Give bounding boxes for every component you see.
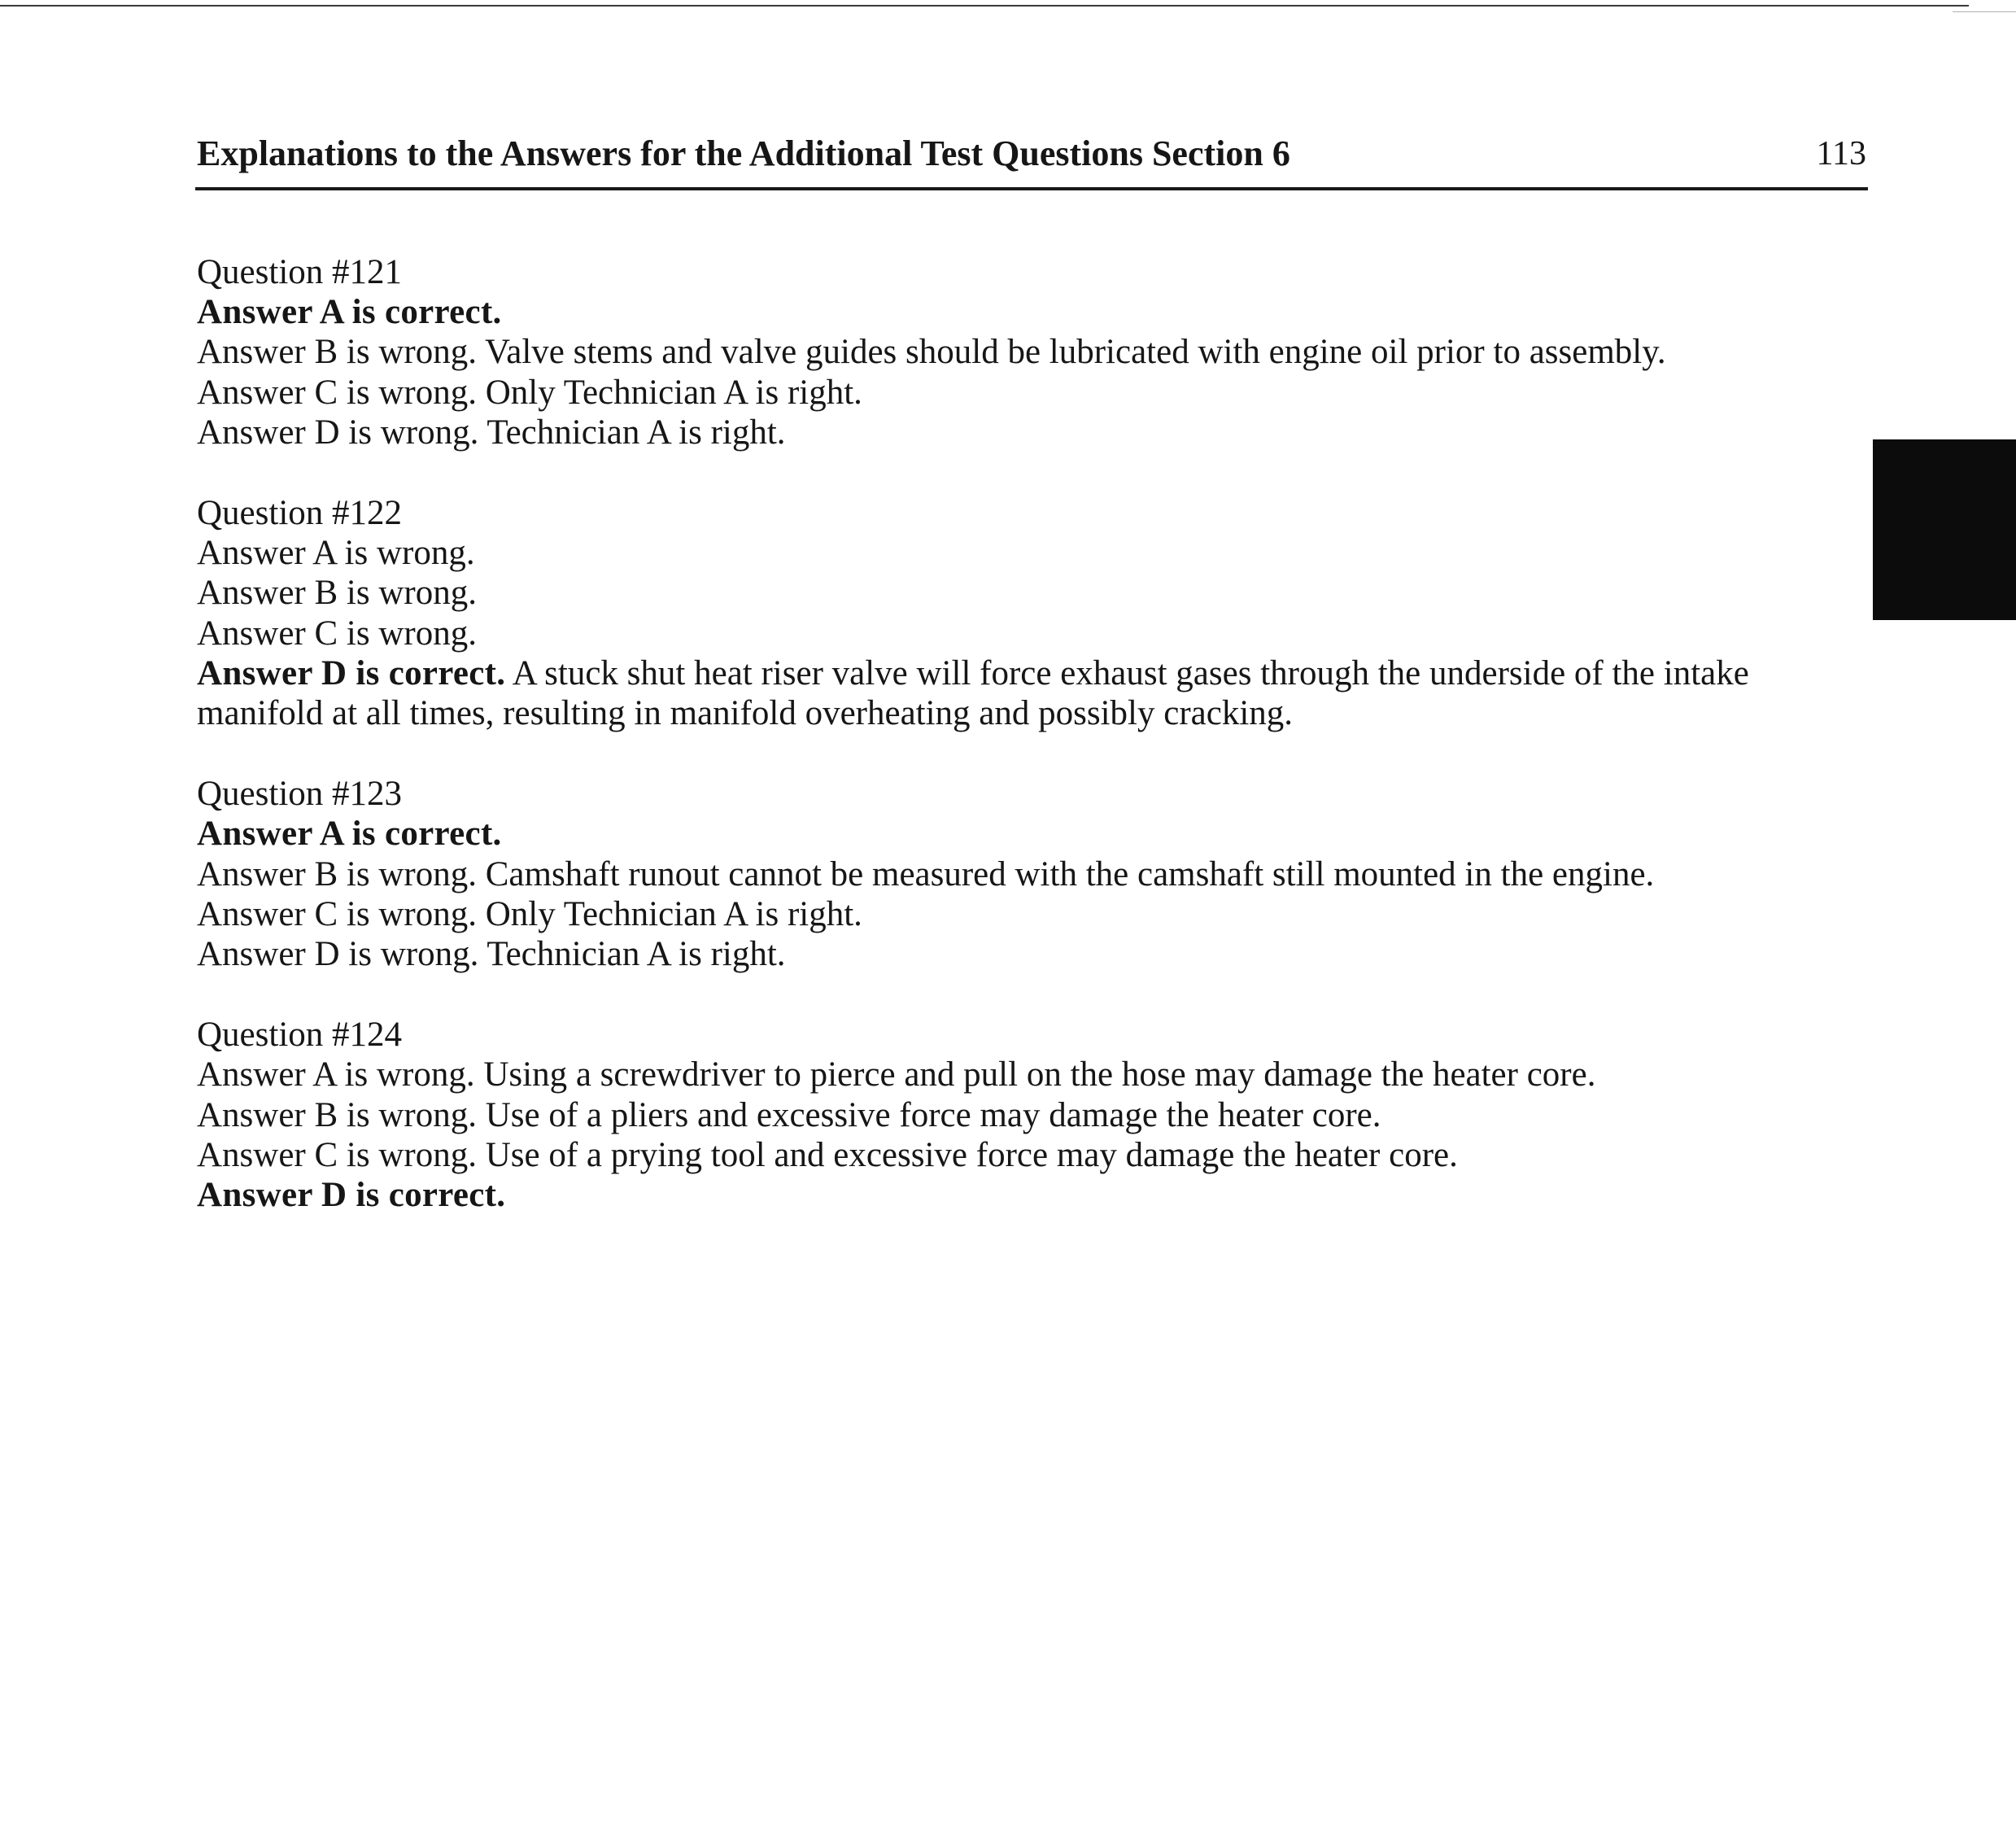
- answer-text: Answer B is wrong.: [197, 574, 477, 613]
- answer-explanations: [197, 252, 1857, 1256]
- page-header: [195, 130, 1868, 190]
- answer-line: [197, 573, 1857, 613]
- scan-edge-line-faint: [1953, 11, 2016, 12]
- answer-line: [197, 373, 1857, 413]
- answer-text: Answer C is wrong. Only Technician A is right.: [197, 373, 862, 412]
- answer-line: [197, 653, 1857, 733]
- running-head-title: Explanations to the Answers for the Additional Test Questions Section 6: [197, 133, 1290, 173]
- answer-text: Answer C is wrong. Use of a prying tool and excessive force may damage the heater core.: [197, 1135, 1458, 1174]
- answer-line: [197, 614, 1857, 653]
- answer-correct-text: Answer A is correct.: [197, 815, 502, 854]
- question-label: Question #124: [197, 1016, 403, 1055]
- question-122-block: [197, 493, 1857, 733]
- answer-line: [197, 332, 1857, 372]
- question-124-block: [197, 1015, 1857, 1215]
- section-thumb-tab: [1873, 439, 2016, 620]
- page-number: 113: [1816, 135, 1866, 173]
- answer-line: [197, 894, 1857, 934]
- answer-correct-text: Answer D is correct.: [197, 653, 506, 692]
- question-label: Question #123: [197, 775, 403, 814]
- answer-text: Answer B is wrong. Use of a pliers and excessive force may damage the heater core.: [197, 1095, 1381, 1134]
- answer-text: Answer C is wrong. Only Technician A is right.: [197, 894, 862, 933]
- answer-correct-text: Answer D is correct.: [197, 1176, 506, 1215]
- answer-line: [197, 854, 1759, 894]
- answer-line: [197, 292, 1857, 332]
- question-label: Question #122: [197, 494, 403, 533]
- answer-text: A stuck shut heat riser valve will force exhaust gases through the underside of the intake manifold at all times, resulting in manifold overheating and possibly cracking.: [197, 653, 1749, 733]
- answer-line: [197, 533, 1857, 573]
- scan-edge-line: [0, 5, 1969, 7]
- answer-line: [197, 814, 1857, 854]
- answer-line: [197, 934, 1857, 974]
- answer-correct-text: Answer A is correct.: [197, 293, 502, 332]
- answer-text: Answer A is wrong. Using a screwdriver to pierce and pull on the hose may damage the heater core.: [197, 1055, 1596, 1094]
- answer-line: [197, 1135, 1857, 1175]
- question-label: Question #121: [197, 253, 403, 291]
- answer-line: [197, 1095, 1857, 1135]
- answer-text: Answer D is wrong. Technician A is right.: [197, 935, 786, 974]
- answer-text: Answer B is wrong. Camshaft runout cannot be measured with the camshaft still mounted in the engine.: [197, 854, 1655, 893]
- answer-text: Answer A is wrong.: [197, 534, 475, 573]
- answer-text: Answer C is wrong.: [197, 614, 477, 653]
- answer-line: [197, 413, 1857, 452]
- answer-line: [197, 1175, 1857, 1215]
- answer-text: Answer D is wrong. Technician A is right.: [197, 413, 786, 452]
- question-123-block: [197, 774, 1857, 974]
- question-121-block: [197, 252, 1857, 452]
- answer-text: Answer B is wrong. Valve stems and valve guides should be lubricated with engine oil prior to assembly.: [197, 333, 1666, 372]
- answer-line: [197, 1055, 1857, 1094]
